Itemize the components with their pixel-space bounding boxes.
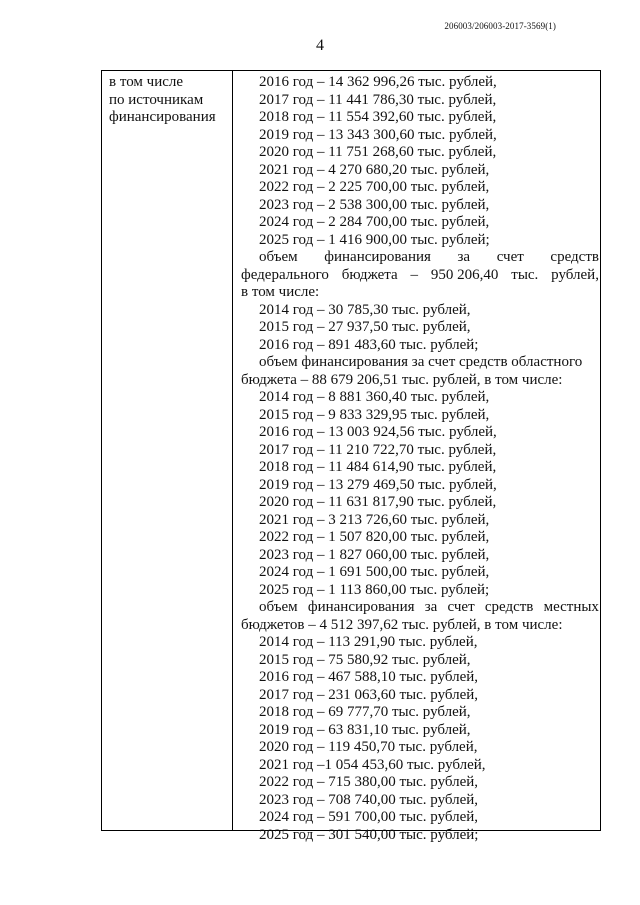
heading-word: средств (550, 249, 599, 265)
year-amount-line: 2016 год – 13 003 924,56 тыс. рублей, (259, 424, 497, 440)
heading-word: объем (259, 599, 298, 615)
year-amount-line: 2020 год – 11 751 268,60 тыс. рублей, (259, 144, 497, 160)
heading-word: объем (259, 249, 298, 265)
year-amount-line: 2023 год – 2 538 300,00 тыс. рублей, (259, 196, 490, 213)
heading-word: счет (496, 249, 524, 265)
federal-heading-line (241, 267, 599, 285)
local-heading-line: бюджетов – 4 512 397,62 тыс. рублей, в том числе: (241, 616, 563, 633)
local-years-list (241, 634, 599, 844)
year-amount-line: 2014 год – 8 881 360,40 тыс. рублей, (259, 389, 490, 405)
year-amount-line: 2025 год – 1 416 900,00 тыс. рублей; (259, 231, 490, 248)
year-amount-line: 2024 год – 2 284 700,00 тыс. рублей, (259, 214, 490, 230)
year-amount-line: 2016 год – 467 588,10 тыс. рублей, (259, 669, 479, 685)
federal-years-list (241, 302, 599, 355)
year-amount-line: 2019 год – 13 343 300,60 тыс. рублей, (259, 126, 497, 143)
year-amount-line: 2016 год – 14 362 996,26 тыс. рублей, (259, 74, 497, 90)
year-amount-line: 2018 год – 11 484 614,90 тыс. рублей, (259, 459, 497, 475)
regional-heading-line: объем финансирования за счет средств областного (259, 354, 583, 370)
document-code: 206003/206003-2017-3569(1) (444, 21, 556, 31)
year-amount-line: 2024 год – 591 700,00 тыс. рублей, (259, 809, 479, 825)
financing-table (101, 70, 601, 843)
year-amount-line: 2018 год – 69 777,70 тыс. рублей, (259, 704, 471, 720)
year-amount-line: 2019 год – 63 831,10 тыс. рублей, (259, 721, 471, 738)
year-amount-line: 2022 год – 2 225 700,00 тыс. рублей, (259, 179, 490, 195)
federal-heading-line (241, 249, 599, 267)
year-amount-line: 2021 год – 3 213 726,60 тыс. рублей, (259, 511, 490, 528)
year-amount-line: 2025 год – 1 113 860,00 тыс. рублей; (259, 581, 490, 598)
year-amount-line: 2023 год – 1 827 060,00 тыс. рублей, (259, 546, 490, 563)
year-amount-line: 2015 год – 75 580,92 тыс. рублей, (259, 651, 471, 668)
year-amount-line: 2021 год – 4 270 680,20 тыс. рублей, (259, 161, 490, 178)
year-amount-line: 2021 год –1 054 453,60 тыс. рублей, (259, 756, 486, 773)
year-amount-line: 2015 год – 9 833 329,95 тыс. рублей, (259, 406, 490, 423)
total-years-list (241, 74, 599, 249)
regional-heading-line: бюджета – 88 679 206,51 тыс. рублей, в том числе: (241, 371, 563, 388)
heading-word: 950 206,40 (430, 266, 499, 283)
year-amount-line: 2015 год – 27 937,50 тыс. рублей, (259, 319, 471, 335)
year-amount-line: 2022 год – 715 380,00 тыс. рублей, (259, 774, 479, 790)
heading-word: местных (543, 599, 599, 615)
page-number: 4 (316, 37, 324, 54)
year-amount-line: 2022 год – 1 507 820,00 тыс. рублей, (259, 529, 490, 545)
year-amount-line: 2020 год – 11 631 817,90 тыс. рублей, (259, 494, 497, 510)
year-amount-line: 2017 год – 231 063,60 тыс. рублей, (259, 686, 479, 703)
year-amount-line: 2024 год – 1 691 500,00 тыс. рублей, (259, 564, 490, 580)
year-amount-line: 2014 год – 113 291,90 тыс. рублей, (259, 634, 478, 650)
year-amount-line: 2018 год – 11 554 392,60 тыс. рублей, (259, 109, 497, 125)
regional-years-list (241, 389, 599, 599)
heading-word: финансирования (307, 599, 415, 615)
heading-word: тыс. (511, 266, 539, 283)
heading-word: федерального (241, 266, 329, 283)
left-column-cell (109, 74, 229, 127)
heading-word: – (410, 266, 419, 283)
year-amount-line: 2020 год – 119 450,70 тыс. рублей, (259, 739, 478, 755)
heading-word: финансирования (324, 249, 431, 265)
year-amount-line: 2016 год – 891 483,60 тыс. рублей; (259, 336, 479, 353)
year-amount-line: 2023 год – 708 740,00 тыс. рублей, (259, 791, 479, 808)
year-amount-line: 2017 год – 11 210 722,70 тыс. рублей, (259, 441, 497, 458)
federal-heading-line: в том числе: (241, 284, 320, 300)
year-amount-line: 2019 год – 13 279 469,50 тыс. рублей, (259, 476, 497, 493)
heading-word: за (424, 599, 438, 615)
heading-word: средств (484, 599, 534, 615)
column-divider (232, 71, 233, 830)
left-label-line: по источникам (109, 91, 204, 108)
heading-word: за (457, 249, 471, 265)
local-heading-line (241, 599, 599, 617)
year-amount-line: 2014 год – 30 785,30 тыс. рублей, (259, 301, 471, 318)
heading-word: бюджета (341, 266, 398, 283)
left-label-line: финансирования (109, 109, 216, 125)
year-amount-line: 2025 год – 301 540,00 тыс. рублей; (259, 826, 479, 843)
year-amount-line: 2017 год – 11 441 786,30 тыс. рублей, (259, 91, 497, 108)
left-label-line: в том числе (109, 74, 184, 90)
right-column-cell (241, 74, 599, 844)
heading-word: счет (447, 599, 475, 615)
heading-word: рублей, (551, 266, 599, 283)
